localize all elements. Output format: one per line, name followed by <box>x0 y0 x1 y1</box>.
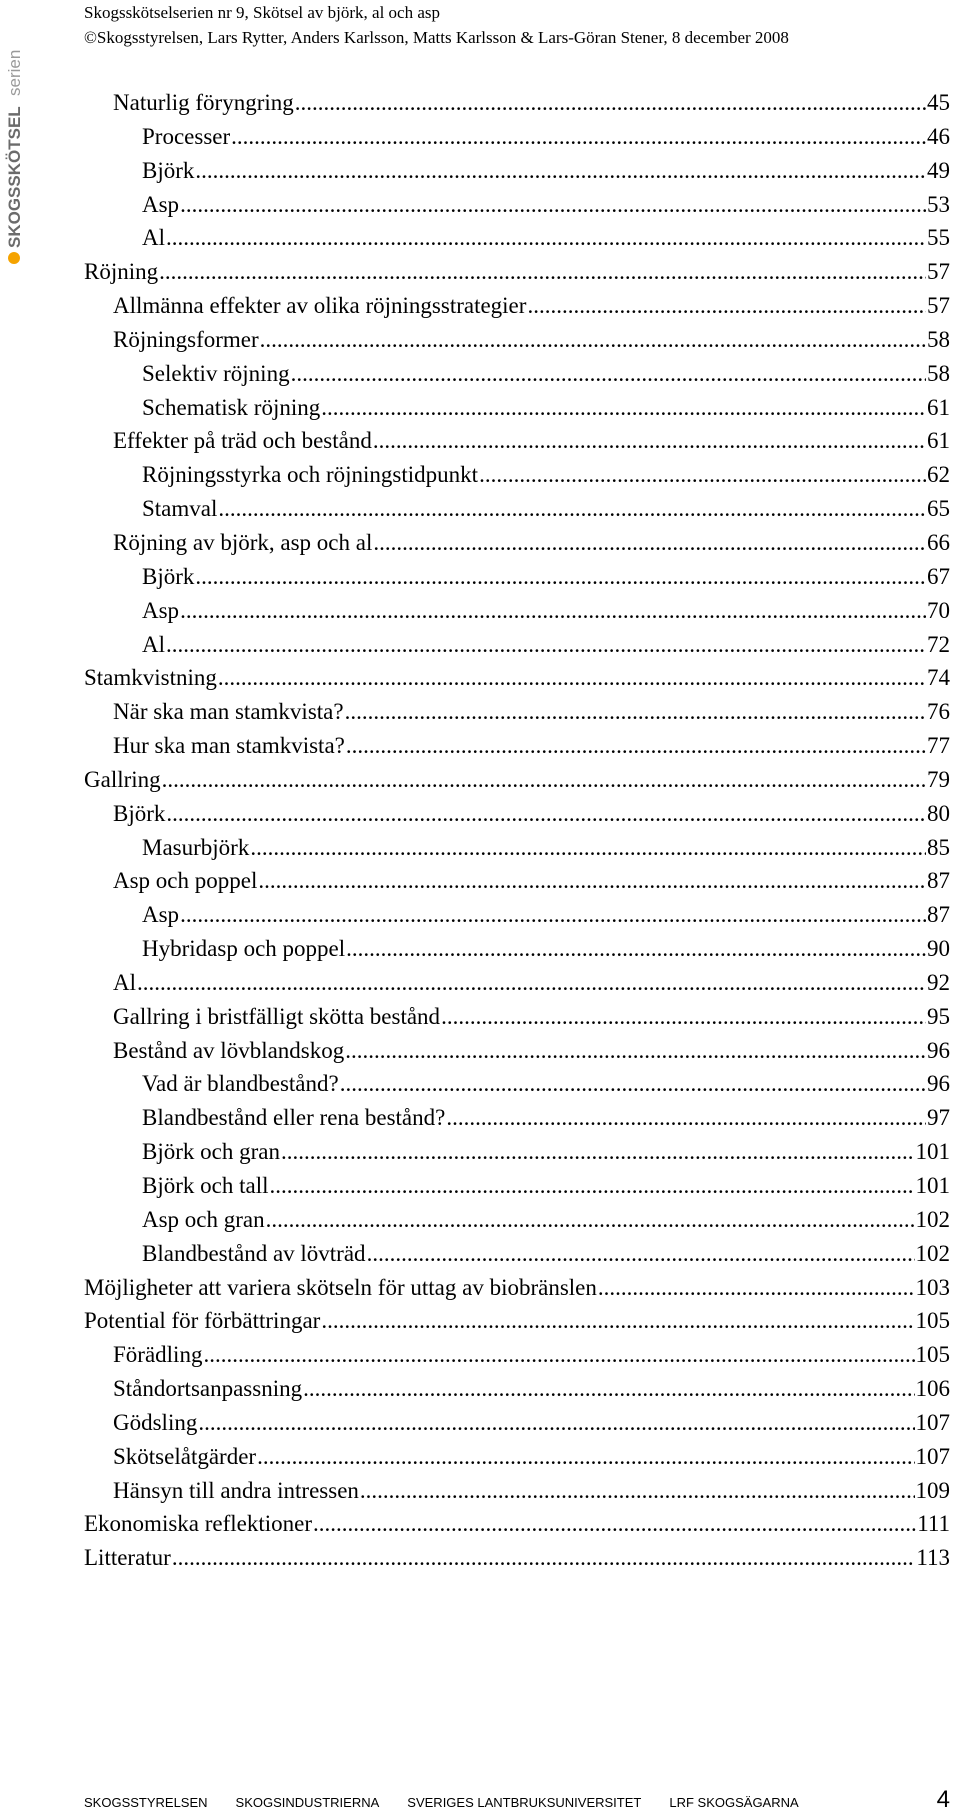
toc-entry-page: 53 <box>927 191 950 217</box>
toc-entry-page: 66 <box>927 529 950 555</box>
toc-dot-leader <box>360 1478 915 1504</box>
toc-dot-leader <box>313 1511 916 1537</box>
toc-entry-title: Möjligheter att variera skötseln för uttag av biobränslen <box>84 1274 597 1300</box>
toc-dot-leader <box>479 462 926 488</box>
toc-entry-title: Gallring <box>84 766 161 792</box>
toc-entry[interactable] <box>84 1038 950 1072</box>
toc-entry-title: Björk <box>142 563 195 589</box>
toc-dot-leader <box>180 192 926 218</box>
toc-dot-leader <box>345 699 926 725</box>
toc-entry-page: 113 <box>916 1545 950 1571</box>
toc-entry-page: 107 <box>915 1443 950 1469</box>
footer-org-skogsstyrelsen: SKOGSSTYRELSEN <box>84 1795 208 1810</box>
toc-entry-title: Förädling <box>113 1342 203 1368</box>
toc-dot-leader <box>231 124 926 150</box>
footer-org-lrf-skogsagarna: LRF SKOGSÄGARNA <box>669 1795 799 1810</box>
toc-entry[interactable] <box>84 1376 950 1410</box>
toc-entry-title: Stamkvistning <box>84 665 217 691</box>
logo-dot-icon <box>8 252 20 264</box>
toc-entry[interactable] <box>84 1139 950 1173</box>
toc-entry-page: 70 <box>927 597 950 623</box>
toc-entry-title: Asp och gran <box>142 1206 265 1232</box>
toc-entry-page: 97 <box>927 1105 950 1131</box>
toc-dot-leader <box>159 259 926 285</box>
toc-entry-page: 85 <box>927 834 950 860</box>
toc-entry-title: Hybridasp och poppel <box>142 936 346 962</box>
toc-entry-page: 61 <box>927 428 950 454</box>
toc-entry-page: 49 <box>927 157 950 183</box>
toc-entry[interactable] <box>84 1545 950 1579</box>
toc-dot-leader <box>367 1241 915 1267</box>
toc-entry-page: 55 <box>927 225 950 251</box>
toc-entry-page: 67 <box>927 563 950 589</box>
toc-entry-title: Blandbestånd av lövträd <box>142 1240 366 1266</box>
toc-dot-leader <box>203 1342 914 1368</box>
toc-entry-page: 106 <box>915 1376 950 1402</box>
footer-org-skogsindustrierna: SKOGSINDUSTRIERNA <box>235 1795 380 1810</box>
toc-dot-leader <box>266 1207 915 1233</box>
toc-dot-leader <box>195 564 926 590</box>
toc-dot-leader <box>172 1545 915 1571</box>
toc-dot-leader <box>195 158 926 184</box>
toc-entry[interactable] <box>84 835 950 869</box>
toc-entry-page: 95 <box>927 1003 950 1029</box>
toc-dot-leader <box>260 327 926 353</box>
toc-entry[interactable] <box>84 1444 950 1478</box>
toc-entry-title: Potential för förbättringar <box>84 1308 321 1334</box>
toc-entry[interactable] <box>84 259 950 293</box>
toc-dot-leader <box>346 936 926 962</box>
toc-entry-page: 77 <box>927 733 950 759</box>
toc-dot-leader <box>291 361 926 387</box>
toc-entry[interactable] <box>84 665 950 699</box>
toc-entry-title: Röjningsformer <box>113 326 259 352</box>
toc-dot-leader <box>257 1444 914 1470</box>
toc-dot-leader <box>321 1308 914 1334</box>
toc-entry[interactable] <box>84 1004 950 1038</box>
toc-entry-page: 58 <box>927 360 950 386</box>
toc-entry-page: 58 <box>927 326 950 352</box>
toc-entry-page: 102 <box>915 1206 950 1232</box>
toc-entry-title: Asp <box>142 191 180 217</box>
toc-dot-leader <box>218 496 926 522</box>
toc-entry[interactable] <box>84 124 950 158</box>
page-header <box>84 0 789 50</box>
toc-entry[interactable] <box>84 428 950 462</box>
toc-entry-page: 92 <box>927 969 950 995</box>
toc-entry-title: Ekonomiska reflektioner <box>84 1511 313 1537</box>
toc-dot-leader <box>303 1376 914 1402</box>
toc-entry-page: 65 <box>927 496 950 522</box>
toc-entry-page: 74 <box>927 665 950 691</box>
toc-entry-page: 101 <box>915 1139 950 1165</box>
toc-entry-title: Processer <box>142 123 231 149</box>
toc-entry-title: Naturlig föryngring <box>113 90 294 115</box>
toc-dot-leader <box>373 428 926 454</box>
toc-entry-page: 90 <box>927 936 950 962</box>
toc-entry-page: 101 <box>915 1173 950 1198</box>
toc-entry-title: Röjning av björk, asp och al <box>113 529 373 555</box>
header-series-line: Skogsskötselserien nr 9, Skötsel av björk, al och asp <box>84 3 441 22</box>
toc-dot-leader <box>258 868 926 894</box>
toc-entry-title: Blandbestånd eller rena bestånd? <box>142 1105 446 1131</box>
toc-entry[interactable] <box>84 936 950 970</box>
toc-entry-page: 80 <box>927 800 950 826</box>
toc-entry-page: 105 <box>915 1308 950 1334</box>
toc-entry[interactable] <box>84 1511 950 1545</box>
toc-dot-leader <box>295 90 926 116</box>
toc-entry-title: Gallring i bristfälligt skötta bestånd <box>113 1003 441 1029</box>
toc-entry-page: 45 <box>927 90 950 115</box>
toc-entry-title: Hänsyn till andra intressen <box>113 1477 359 1503</box>
toc-entry[interactable] <box>84 1207 950 1241</box>
toc-entry-page: 109 <box>915 1477 950 1503</box>
toc-entry-title: Masurbjörk <box>142 834 250 860</box>
toc-entry[interactable] <box>84 1071 950 1105</box>
toc-entry[interactable] <box>84 767 950 801</box>
toc-entry[interactable] <box>84 293 950 327</box>
toc-dot-leader <box>527 293 926 319</box>
toc-entry-page: 107 <box>915 1409 950 1435</box>
table-of-contents <box>84 90 950 1579</box>
toc-dot-leader <box>321 395 926 421</box>
toc-entry-page: 96 <box>927 1071 950 1097</box>
toc-entry-title: Hur ska man stamkvista? <box>113 733 345 759</box>
page-number: 4 <box>936 1786 950 1813</box>
skogsskotsel-serien-logo <box>0 38 26 264</box>
toc-entry[interactable] <box>84 564 950 598</box>
toc-entry-page: 87 <box>927 902 950 928</box>
toc-entry-title: Asp <box>142 597 180 623</box>
toc-entry-title: Röjning <box>84 259 159 285</box>
toc-entry[interactable] <box>84 327 950 361</box>
toc-entry-title: Björk <box>142 157 195 183</box>
toc-entry[interactable] <box>84 1173 950 1207</box>
toc-dot-leader <box>198 1410 914 1436</box>
toc-entry-title: Röjningsstyrka och röjningstidpunkt <box>142 462 479 488</box>
toc-entry-page: 76 <box>927 699 950 725</box>
toc-entry-page: 96 <box>927 1037 950 1063</box>
toc-entry[interactable] <box>84 801 950 835</box>
toc-entry-page: 61 <box>927 394 950 420</box>
toc-entry[interactable] <box>84 632 950 666</box>
toc-entry-title: Skötselåtgärder <box>113 1443 257 1469</box>
toc-entry-title: Vad är blandbestånd? <box>142 1071 339 1097</box>
toc-entry[interactable] <box>84 699 950 733</box>
toc-entry[interactable] <box>84 225 950 259</box>
toc-entry[interactable] <box>84 1275 950 1309</box>
toc-entry[interactable] <box>84 1478 950 1512</box>
toc-entry-page: 79 <box>927 766 950 792</box>
toc-dot-leader <box>345 1038 926 1064</box>
toc-dot-leader <box>166 225 926 251</box>
toc-entry[interactable] <box>84 395 950 429</box>
toc-entry-title: Björk och tall <box>142 1173 269 1198</box>
svg-text:serien: serien <box>5 49 24 96</box>
toc-entry[interactable] <box>84 90 950 124</box>
toc-entry[interactable] <box>84 1105 950 1139</box>
toc-dot-leader <box>346 733 926 759</box>
toc-entry-title: Al <box>142 225 165 251</box>
toc-entry-page: 87 <box>927 868 950 894</box>
toc-entry-page: 102 <box>915 1240 950 1266</box>
toc-entry-title: Asp och poppel <box>113 868 258 894</box>
toc-dot-leader <box>162 767 926 793</box>
toc-dot-leader <box>218 665 926 691</box>
toc-entry-page: 103 <box>915 1274 950 1300</box>
toc-dot-leader <box>281 1139 915 1165</box>
toc-entry-page: 46 <box>927 123 950 149</box>
toc-entry[interactable] <box>84 192 950 226</box>
toc-entry-title: Stamval <box>142 496 218 522</box>
toc-dot-leader <box>137 970 926 996</box>
toc-entry[interactable] <box>84 733 950 767</box>
toc-entry[interactable] <box>84 1410 950 1444</box>
toc-entry-title: Schematisk röjning <box>142 394 321 420</box>
toc-entry[interactable] <box>84 598 950 632</box>
toc-entry[interactable] <box>84 361 950 395</box>
toc-entry[interactable] <box>84 1241 950 1275</box>
toc-entry-title: Al <box>113 969 136 995</box>
toc-dot-leader <box>340 1071 926 1097</box>
toc-dot-leader <box>598 1275 915 1301</box>
toc-entry-title: Allmänna effekter av olika röjningsstrategier <box>113 293 527 319</box>
toc-entry[interactable] <box>84 868 950 902</box>
svg-text:SKOGSSKÖTSEL: SKOGSSKÖTSEL <box>5 106 24 248</box>
toc-entry[interactable] <box>84 902 950 936</box>
toc-dot-leader <box>446 1105 926 1131</box>
toc-entry-page: 57 <box>927 293 950 319</box>
toc-entry-title: Litteratur <box>84 1545 171 1571</box>
toc-entry-title: Al <box>142 631 165 657</box>
toc-dot-leader <box>166 632 926 658</box>
toc-entry-title: När ska man stamkvista? <box>113 699 344 725</box>
toc-dot-leader <box>269 1173 914 1199</box>
page-footer <box>84 1786 950 1814</box>
footer-org-slu: SVERIGES LANTBRUKSUNIVERSITET <box>407 1795 642 1810</box>
toc-entry-page: 57 <box>927 259 950 285</box>
header-copyright-line: ©Skogsstyrelsen, Lars Rytter, Anders Karlsson, Matts Karlsson & Lars-Göran Stener, 8 december 2008 <box>84 28 789 47</box>
toc-dot-leader <box>180 902 926 928</box>
toc-entry-page: 62 <box>927 462 950 488</box>
toc-dot-leader <box>180 598 926 624</box>
toc-entry-title: Selektiv röjning <box>142 360 290 386</box>
toc-entry[interactable] <box>84 462 950 496</box>
toc-entry-title: Bestånd av lövblandskog <box>113 1037 345 1063</box>
toc-entry-title: Asp <box>142 902 180 928</box>
toc-entry[interactable] <box>84 1308 950 1342</box>
toc-dot-leader <box>250 835 926 861</box>
toc-entry-title: Ståndortsanpassning <box>113 1376 303 1402</box>
toc-entry[interactable] <box>84 530 950 564</box>
toc-dot-leader <box>373 530 926 556</box>
toc-entry-title: Gödsling <box>113 1409 198 1435</box>
toc-entry-title: Björk <box>113 800 166 826</box>
toc-entry-title: Effekter på träd och bestånd <box>113 428 372 454</box>
toc-entry[interactable] <box>84 1342 950 1376</box>
toc-entry-title: Björk och gran <box>142 1139 280 1165</box>
toc-entry-page: 72 <box>927 631 950 657</box>
toc-entry[interactable] <box>84 158 950 192</box>
toc-entry[interactable] <box>84 970 950 1004</box>
toc-dot-leader <box>441 1004 926 1030</box>
toc-entry-page: 111 <box>917 1511 950 1537</box>
toc-entry-page: 105 <box>915 1342 950 1368</box>
toc-entry[interactable] <box>84 496 950 530</box>
toc-dot-leader <box>166 801 926 827</box>
